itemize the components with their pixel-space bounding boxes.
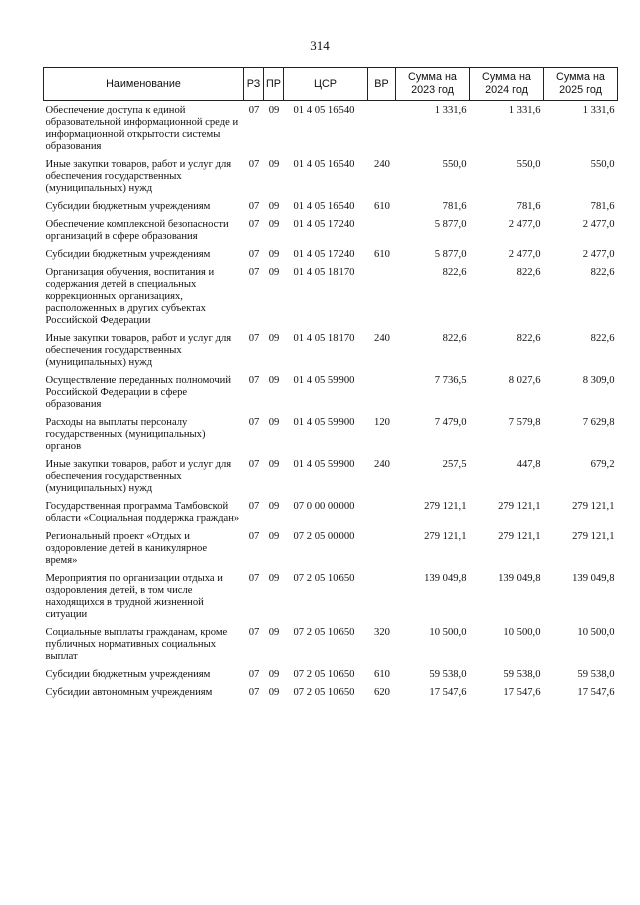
row-sum-2025: 679,2 (590, 459, 615, 470)
row-name: Государственная программа Тамбовской области «Социальная поддержка граждан» (45, 501, 240, 524)
row-name: Социальные выплаты гражданам, кроме публичных нормативных социальных выплат (45, 627, 228, 662)
row-sum-2024: 139 049,8 (498, 573, 541, 584)
row-sum-2024: 822,6 (516, 267, 541, 278)
row-name: Осуществление переданных полномочий Российской Федерации в сфере образования (45, 375, 231, 410)
row-sum-2023: 1 331,6 (434, 105, 467, 116)
row-vr: 240 (374, 333, 390, 344)
row-sum-2025: 822,6 (590, 333, 615, 344)
row-rz: 07 (248, 375, 260, 386)
row-sum-2023: 5 877,0 (434, 249, 467, 260)
row-sum-2024: 2 477,0 (508, 219, 541, 230)
row-vr (368, 501, 396, 531)
row-sum-2023: 279 121,1 (424, 531, 467, 542)
row-sum-2025: 822,6 (590, 267, 615, 278)
row-csr: 01 4 05 59900 (293, 417, 355, 428)
row-vr (368, 267, 396, 333)
row-pr: 09 (268, 375, 280, 386)
row-sum-2024: 2 477,0 (508, 249, 541, 260)
row-sum-2023: 822,6 (442, 333, 467, 344)
row-sum-2023: 279 121,1 (424, 501, 467, 512)
row-csr: 01 4 05 18170 (293, 267, 355, 278)
row-sum-2025: 279 121,1 (572, 501, 615, 512)
row-name: Мероприятия по организации отдыха и оздоровления детей, в том числе находящихся в трудной жизненной ситуации (45, 573, 223, 620)
row-name: Расходы на выплаты персоналу государственных (муниципальных) органов (45, 417, 206, 452)
row-sum-2024: 550,0 (516, 159, 541, 170)
row-sum-2024: 279 121,1 (498, 531, 541, 542)
row-sum-2025: 550,0 (590, 159, 615, 170)
row-sum-2025: 1 331,6 (582, 105, 615, 116)
row-pr: 09 (268, 573, 280, 584)
table-row (44, 501, 618, 531)
table-row (44, 531, 618, 573)
row-vr (368, 101, 396, 160)
row-pr: 09 (268, 501, 280, 512)
row-sum-2023: 822,6 (442, 267, 467, 278)
row-pr: 09 (268, 219, 280, 230)
row-sum-2025: 8 309,0 (582, 375, 615, 386)
row-csr: 07 2 05 10650 (293, 627, 355, 638)
row-pr: 09 (268, 249, 280, 260)
budget-table (43, 67, 618, 705)
header-csr: ЦСР (284, 68, 368, 101)
row-rz: 07 (248, 627, 260, 638)
table-row (44, 333, 618, 375)
row-sum-2024: 8 027,6 (508, 375, 541, 386)
row-csr: 07 0 00 00000 (293, 501, 355, 512)
row-vr: 120 (374, 417, 390, 428)
row-sum-2023: 5 877,0 (434, 219, 467, 230)
row-vr (368, 219, 396, 249)
table-row (44, 417, 618, 459)
row-sum-2025: 139 049,8 (572, 573, 615, 584)
row-pr: 09 (268, 459, 280, 470)
row-vr (368, 375, 396, 417)
row-vr: 240 (374, 159, 390, 170)
row-sum-2025: 781,6 (590, 201, 615, 212)
row-sum-2025: 2 477,0 (582, 249, 615, 260)
row-rz: 07 (248, 669, 260, 680)
row-sum-2024: 17 547,6 (503, 687, 541, 698)
header-rz: РЗ (244, 68, 264, 101)
row-sum-2025: 17 547,6 (577, 687, 615, 698)
row-sum-2023: 7 479,0 (434, 417, 467, 428)
row-pr: 09 (268, 687, 280, 698)
header-name: Наименование (44, 68, 244, 101)
row-name: Субсидии бюджетным учреждениям (45, 669, 211, 680)
row-rz: 07 (248, 105, 260, 116)
row-csr: 01 4 05 17240 (293, 219, 355, 230)
row-pr: 09 (268, 201, 280, 212)
row-rz: 07 (248, 201, 260, 212)
row-vr: 620 (374, 687, 390, 698)
page-number: 314 (310, 38, 330, 53)
row-sum-2025: 2 477,0 (582, 219, 615, 230)
table-row (44, 267, 618, 333)
row-sum-2023: 17 547,6 (429, 687, 467, 698)
row-sum-2023: 7 736,5 (434, 375, 467, 386)
row-sum-2024: 10 500,0 (503, 627, 541, 638)
row-pr: 09 (268, 627, 280, 638)
row-csr: 01 4 05 16540 (293, 159, 355, 170)
row-name: Обеспечение комплексной безопасности организаций в сфере образования (45, 219, 229, 242)
row-name: Организация обучения, воспитания и содержания детей в специальных коррекционных организациях, расположенных в других субъектах Российской Федерации (45, 267, 215, 326)
row-sum-2023: 550,0 (442, 159, 467, 170)
row-vr: 610 (374, 201, 390, 212)
row-name: Иные закупки товаров, работ и услуг для обеспечения государственных (муниципальных) нужд (45, 159, 232, 194)
header-sum-2025: Сумма на 2025 год (544, 68, 618, 101)
table-row (44, 573, 618, 627)
table-row (44, 159, 618, 201)
row-csr: 01 4 05 18170 (293, 333, 355, 344)
row-sum-2024: 1 331,6 (508, 105, 541, 116)
row-csr: 01 4 05 16540 (293, 105, 355, 116)
table-body (44, 101, 618, 706)
row-pr: 09 (268, 333, 280, 344)
row-sum-2024: 781,6 (516, 201, 541, 212)
row-sum-2024: 7 579,8 (508, 417, 541, 428)
row-name: Обеспечение доступа к единой образовательной информационной среде и информационной открытости системы образования (45, 105, 239, 152)
row-sum-2025: 7 629,8 (582, 417, 615, 428)
row-vr (368, 531, 396, 573)
row-rz: 07 (248, 573, 260, 584)
table-row (44, 459, 618, 501)
row-vr: 610 (374, 669, 390, 680)
row-name: Иные закупки товаров, работ и услуг для обеспечения государственных (муниципальных) нужд (45, 459, 232, 494)
row-rz: 07 (248, 159, 260, 170)
row-csr: 07 2 05 00000 (293, 531, 355, 542)
table-row (44, 101, 618, 160)
table-row (44, 687, 618, 705)
row-csr: 07 2 05 10650 (293, 687, 355, 698)
row-csr: 01 4 05 17240 (293, 249, 355, 260)
row-sum-2023: 781,6 (442, 201, 467, 212)
row-pr: 09 (268, 105, 280, 116)
header-vr: ВР (368, 68, 396, 101)
row-sum-2024: 59 538,0 (503, 669, 541, 680)
row-rz: 07 (248, 249, 260, 260)
row-csr: 01 4 05 59900 (293, 459, 355, 470)
row-vr: 610 (374, 249, 390, 260)
row-csr: 01 4 05 59900 (293, 375, 355, 386)
row-sum-2023: 257,5 (442, 459, 467, 470)
table-row (44, 669, 618, 687)
row-vr: 240 (374, 459, 390, 470)
row-name: Региональный проект «Отдых и оздоровление детей в каникулярное время» (45, 531, 208, 566)
table-row (44, 249, 618, 267)
row-rz: 07 (248, 687, 260, 698)
row-sum-2025: 279 121,1 (572, 531, 615, 542)
header-pr: ПР (264, 68, 284, 101)
row-sum-2024: 279 121,1 (498, 501, 541, 512)
row-csr: 07 2 05 10650 (293, 669, 355, 680)
row-csr: 01 4 05 16540 (293, 201, 355, 212)
row-rz: 07 (248, 459, 260, 470)
row-sum-2024: 447,8 (516, 459, 541, 470)
table-row (44, 219, 618, 249)
row-pr: 09 (268, 417, 280, 428)
row-name: Субсидии автономным учреждениям (45, 687, 213, 698)
row-sum-2025: 10 500,0 (577, 627, 615, 638)
row-sum-2023: 59 538,0 (429, 669, 467, 680)
row-rz: 07 (248, 333, 260, 344)
table-row (44, 375, 618, 417)
row-pr: 09 (268, 159, 280, 170)
table-header (44, 68, 618, 101)
header-sum-2023: Сумма на 2023 год (396, 68, 470, 101)
row-sum-2023: 10 500,0 (429, 627, 467, 638)
row-sum-2024: 822,6 (516, 333, 541, 344)
row-csr: 07 2 05 10650 (293, 573, 355, 584)
table-row (44, 627, 618, 669)
row-vr: 320 (374, 627, 390, 638)
row-name: Иные закупки товаров, работ и услуг для обеспечения государственных (муниципальных) нужд (45, 333, 232, 368)
row-name: Субсидии бюджетным учреждениям (45, 249, 211, 260)
row-rz: 07 (248, 267, 260, 278)
row-pr: 09 (268, 669, 280, 680)
row-rz: 07 (248, 501, 260, 512)
row-pr: 09 (268, 531, 280, 542)
row-name: Субсидии бюджетным учреждениям (45, 201, 211, 212)
table-row (44, 201, 618, 219)
row-rz: 07 (248, 531, 260, 542)
row-pr: 09 (268, 267, 280, 278)
row-rz: 07 (248, 417, 260, 428)
row-vr (368, 573, 396, 627)
header-sum-2024: Сумма на 2024 год (470, 68, 544, 101)
row-sum-2023: 139 049,8 (424, 573, 467, 584)
row-rz: 07 (248, 219, 260, 230)
row-sum-2025: 59 538,0 (577, 669, 615, 680)
